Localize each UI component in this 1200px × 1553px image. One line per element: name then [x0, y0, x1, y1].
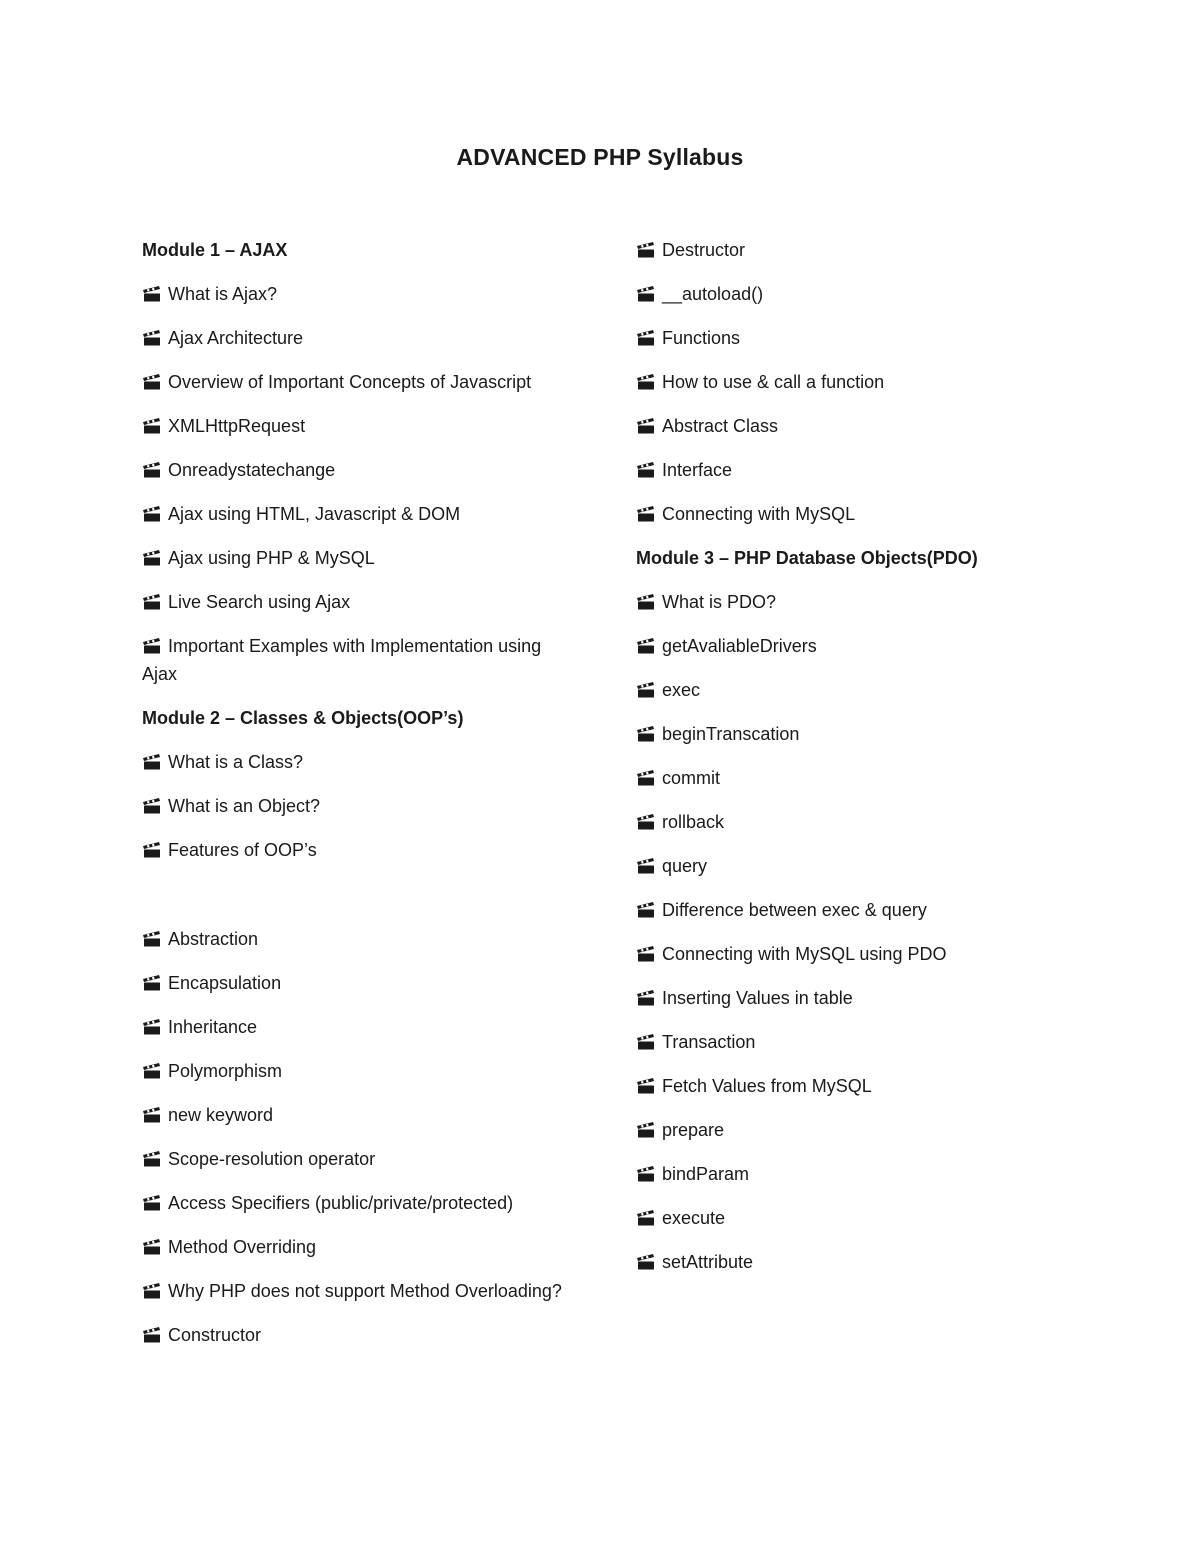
clapperboard-icon — [637, 286, 657, 302]
list-item-text: Functions — [662, 328, 741, 348]
module-2-list-right — [636, 236, 1056, 528]
list-item — [636, 764, 1056, 792]
list-item-text: Inserting Values in table — [662, 988, 853, 1008]
list-item — [142, 925, 562, 953]
clapperboard-icon — [143, 286, 163, 302]
list-item-text: Scope-resolution operator — [168, 1149, 376, 1169]
list-item — [636, 280, 1056, 308]
list-item-text: Abstraction — [168, 929, 259, 949]
list-item-text: setAttribute — [662, 1252, 754, 1272]
clapperboard-icon — [637, 1122, 657, 1138]
clapperboard-icon — [143, 1063, 163, 1079]
list-item-text: Access Specifiers (public/private/protected) — [168, 1193, 514, 1213]
list-item — [142, 544, 562, 572]
list-item — [636, 984, 1056, 1012]
clapperboard-icon — [143, 798, 163, 814]
clapperboard-icon — [637, 1078, 657, 1094]
list-item-text: Inheritance — [168, 1017, 258, 1037]
clapperboard-icon — [143, 374, 163, 390]
list-item — [636, 412, 1056, 440]
list-item-text: getAvaliableDrivers — [662, 636, 817, 656]
list-item — [636, 808, 1056, 836]
list-item-text: rollback — [662, 812, 725, 832]
clapperboard-icon — [143, 754, 163, 770]
list-item-text: Ajax Architecture — [168, 328, 304, 348]
clapperboard-icon — [143, 1327, 163, 1343]
list-item — [636, 1028, 1056, 1056]
clapperboard-icon — [637, 682, 657, 698]
clapperboard-icon — [143, 1195, 163, 1211]
clapperboard-icon — [143, 462, 163, 478]
clapperboard-icon — [143, 550, 163, 566]
list-item-text: Features of OOP’s — [168, 840, 317, 860]
list-item-text: Why PHP does not support Method Overloading? — [168, 1281, 562, 1301]
clapperboard-icon — [637, 990, 657, 1006]
list-item — [636, 1116, 1056, 1144]
list-item-text: What is Ajax? — [168, 284, 278, 304]
clapperboard-icon — [143, 418, 163, 434]
list-item-text: Ajax using PHP & MySQL — [168, 548, 375, 568]
clapperboard-icon — [637, 814, 657, 830]
list-item-text: commit — [662, 768, 720, 788]
list-item-text: Connecting with MySQL using PDO — [662, 944, 947, 964]
clapperboard-icon — [637, 242, 657, 258]
list-item — [636, 1160, 1056, 1188]
list-item-text: Onreadystatechange — [168, 460, 336, 480]
list-item-text: Interface — [662, 460, 733, 480]
list-item — [636, 720, 1056, 748]
list-item — [142, 1189, 562, 1217]
list-item — [142, 1233, 562, 1261]
spacer — [142, 880, 562, 925]
list-item-text: Connecting with MySQL — [662, 504, 856, 524]
list-item — [142, 969, 562, 997]
clapperboard-icon — [637, 770, 657, 786]
clapperboard-icon — [637, 506, 657, 522]
list-item — [142, 1145, 562, 1173]
module-3-list — [636, 588, 1056, 1276]
clapperboard-icon — [637, 1034, 657, 1050]
list-item-text: execute — [662, 1208, 726, 1228]
list-item — [636, 456, 1056, 484]
list-item-text: Fetch Values from MySQL — [662, 1076, 872, 1096]
clapperboard-icon — [143, 931, 163, 947]
clapperboard-icon — [637, 1166, 657, 1182]
clapperboard-icon — [143, 638, 163, 654]
list-item — [142, 632, 562, 688]
list-item-text: Difference between exec & query — [662, 900, 927, 920]
list-item — [636, 1248, 1056, 1276]
list-item — [142, 792, 562, 820]
list-item-text: How to use & call a function — [662, 372, 885, 392]
left-column — [142, 236, 562, 1365]
clapperboard-icon — [143, 1239, 163, 1255]
list-item — [636, 1072, 1056, 1100]
list-item — [142, 748, 562, 776]
list-item-text: prepare — [662, 1120, 725, 1140]
list-item — [142, 412, 562, 440]
list-item-text: Important Examples with Implementation using Ajax — [142, 636, 542, 684]
clapperboard-icon — [637, 462, 657, 478]
clapperboard-icon — [637, 902, 657, 918]
list-item-text: query — [662, 856, 708, 876]
list-item — [142, 500, 562, 528]
module-2-heading: Module 2 – Classes & Objects(OOP’s) — [142, 708, 464, 728]
list-item — [142, 1057, 562, 1085]
list-item-text: Destructor — [662, 240, 746, 260]
list-item — [636, 588, 1056, 616]
list-item — [636, 852, 1056, 880]
clapperboard-icon — [637, 1210, 657, 1226]
clapperboard-icon — [143, 1283, 163, 1299]
list-item — [142, 456, 562, 484]
module-3-heading: Module 3 – PHP Database Objects(PDO) — [636, 548, 978, 568]
list-item — [142, 1013, 562, 1041]
list-item-text: What is an Object? — [168, 796, 321, 816]
list-item — [636, 940, 1056, 968]
list-item — [142, 368, 562, 396]
list-item-text: beginTranscation — [662, 724, 800, 744]
module-1-heading: Module 1 – AJAX — [142, 240, 288, 260]
list-item-text: What is a Class? — [168, 752, 304, 772]
clapperboard-icon — [143, 1019, 163, 1035]
list-item — [142, 1101, 562, 1129]
list-item-text: Ajax using HTML, Javascript & DOM — [168, 504, 461, 524]
clapperboard-icon — [143, 975, 163, 991]
list-item-text: XMLHttpRequest — [168, 416, 306, 436]
list-item-text: Polymorphism — [168, 1061, 283, 1081]
list-item — [142, 1277, 562, 1305]
list-item — [636, 236, 1056, 264]
module-1-list — [142, 280, 562, 688]
clapperboard-icon — [143, 594, 163, 610]
clapperboard-icon — [637, 858, 657, 874]
clapperboard-icon — [637, 726, 657, 742]
clapperboard-icon — [637, 418, 657, 434]
page-title: ADVANCED PHP Syllabus — [456, 144, 744, 170]
list-item — [142, 280, 562, 308]
clapperboard-icon — [637, 330, 657, 346]
clapperboard-icon — [637, 946, 657, 962]
clapperboard-icon — [637, 594, 657, 610]
list-item — [142, 588, 562, 616]
right-column — [636, 236, 1056, 1292]
list-item — [142, 324, 562, 352]
clapperboard-icon — [143, 1107, 163, 1123]
module-2-list-continued — [142, 925, 562, 1349]
list-item-text: Encapsulation — [168, 973, 282, 993]
list-item — [636, 676, 1056, 704]
clapperboard-icon — [143, 842, 163, 858]
list-item-text: __autoload() — [662, 284, 764, 304]
list-item — [142, 1321, 562, 1349]
clapperboard-icon — [637, 374, 657, 390]
list-item — [636, 1204, 1056, 1232]
list-item — [636, 632, 1056, 660]
clapperboard-icon — [637, 638, 657, 654]
clapperboard-icon — [143, 1151, 163, 1167]
module-2-list — [142, 748, 562, 864]
list-item-text: Live Search using Ajax — [168, 592, 351, 612]
list-item — [636, 324, 1056, 352]
list-item — [636, 368, 1056, 396]
list-item — [636, 896, 1056, 924]
clapperboard-icon — [143, 330, 163, 346]
list-item-text: exec — [662, 680, 701, 700]
list-item — [636, 500, 1056, 528]
list-item — [142, 836, 562, 864]
clapperboard-icon — [637, 1254, 657, 1270]
list-item-text: Overview of Important Concepts of Javascript — [168, 372, 532, 392]
list-item-text: new keyword — [168, 1105, 274, 1125]
clapperboard-icon — [143, 506, 163, 522]
list-item-text: Constructor — [168, 1325, 262, 1345]
list-item-text: bindParam — [662, 1164, 750, 1184]
list-item-text: Transaction — [662, 1032, 756, 1052]
list-item-text: Abstract Class — [662, 416, 779, 436]
list-item-text: What is PDO? — [662, 592, 777, 612]
list-item-text: Method Overriding — [168, 1237, 317, 1257]
